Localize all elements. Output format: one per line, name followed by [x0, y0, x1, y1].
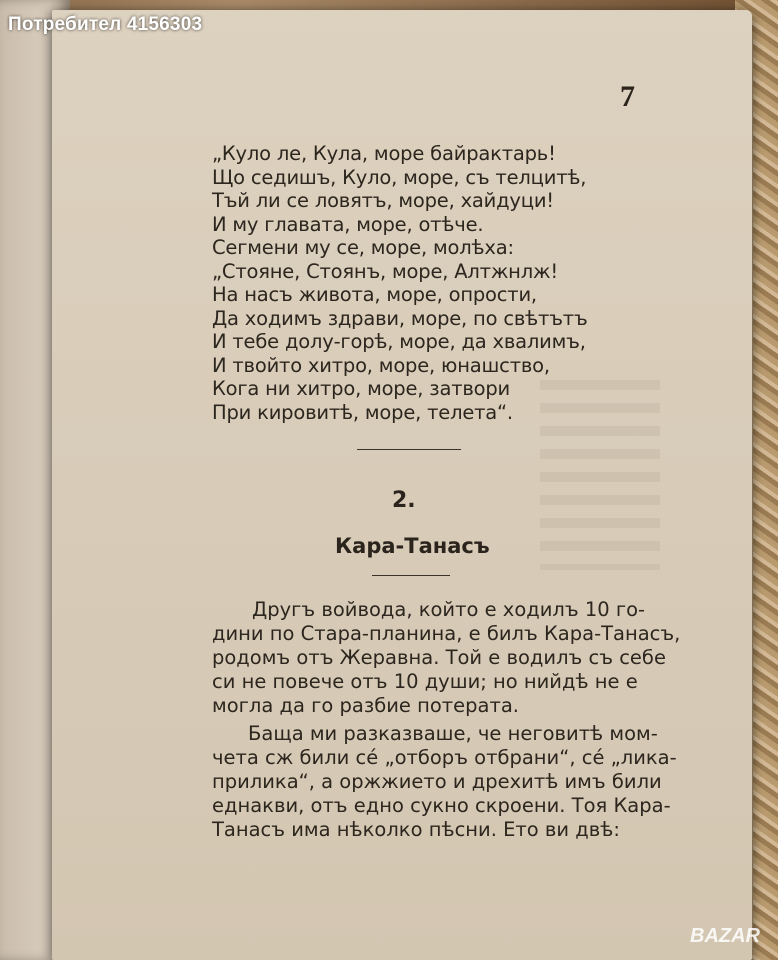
poem-block	[212, 142, 588, 424]
title-underline	[372, 575, 450, 576]
prose-line: родомъ отъ Жеравна. Той е водилъ съ себе	[212, 646, 666, 669]
prose-line: Другъ войвода, който е ходилъ 10 го-	[252, 598, 646, 621]
prose-line: прилика“, а оржжието и дрехитѣ имъ били	[212, 770, 662, 793]
poem-line: На насъ живота, море, опрости,	[212, 283, 537, 306]
page-number: 7	[620, 80, 635, 113]
poem-line: Тъй ли се ловятъ, море, хайдуци!	[212, 189, 554, 212]
poem-line: И твойто хитро, море, юнашство,	[212, 353, 550, 377]
poem-line: „Стояне, Стоянъ, море, Алтжнлж!	[212, 259, 558, 283]
poem-line: Кога ни хитро, море, затвори	[212, 377, 511, 400]
poem-line: При кировитѣ, море, телета“.	[212, 400, 513, 424]
section-number: 2.	[392, 488, 416, 513]
prose-line: си не повече отъ 10 души; но нийдѣ не е	[212, 670, 638, 693]
prose-block	[212, 598, 680, 842]
bazar-logo: BAZAR	[690, 925, 760, 947]
divider-rule	[357, 449, 461, 450]
poem-line: И му главата, море, отѣче.	[212, 212, 484, 236]
poem-line: Да ходимъ здрави, море, по свѣтътъ	[212, 306, 588, 330]
poem-line: Що седишъ, Куло, море, съ телцитѣ,	[212, 165, 587, 189]
prose-line: еднакви, отъ едно сукно скроени. Тоя Кара-	[212, 794, 671, 817]
prose-line: чета сж били сé „отборъ отбрани“, сé „лика-	[212, 746, 677, 769]
prose-line: могла да го разбие потерата.	[212, 694, 519, 717]
prose-line: дини по Стара-планина, е билъ Кара-Танасъ,	[212, 622, 681, 645]
user-watermark: Потребител 4156303	[8, 14, 203, 35]
section-title: Кара-Танасъ	[335, 534, 490, 558]
prose-line: Баща ми разказваше, че неговитѣ мом-	[248, 722, 658, 745]
poem-line: И тебе долу-горѣ, море, да хвалимъ,	[212, 330, 586, 353]
poem-line: „Куло ле, Кула, море байрактарь!	[212, 142, 556, 165]
prose-line: Танасъ има нѣколко пѣсни. Ето ви двѣ:	[212, 818, 620, 841]
poem-line: Сегмени му се, море, молѣха:	[212, 236, 514, 259]
